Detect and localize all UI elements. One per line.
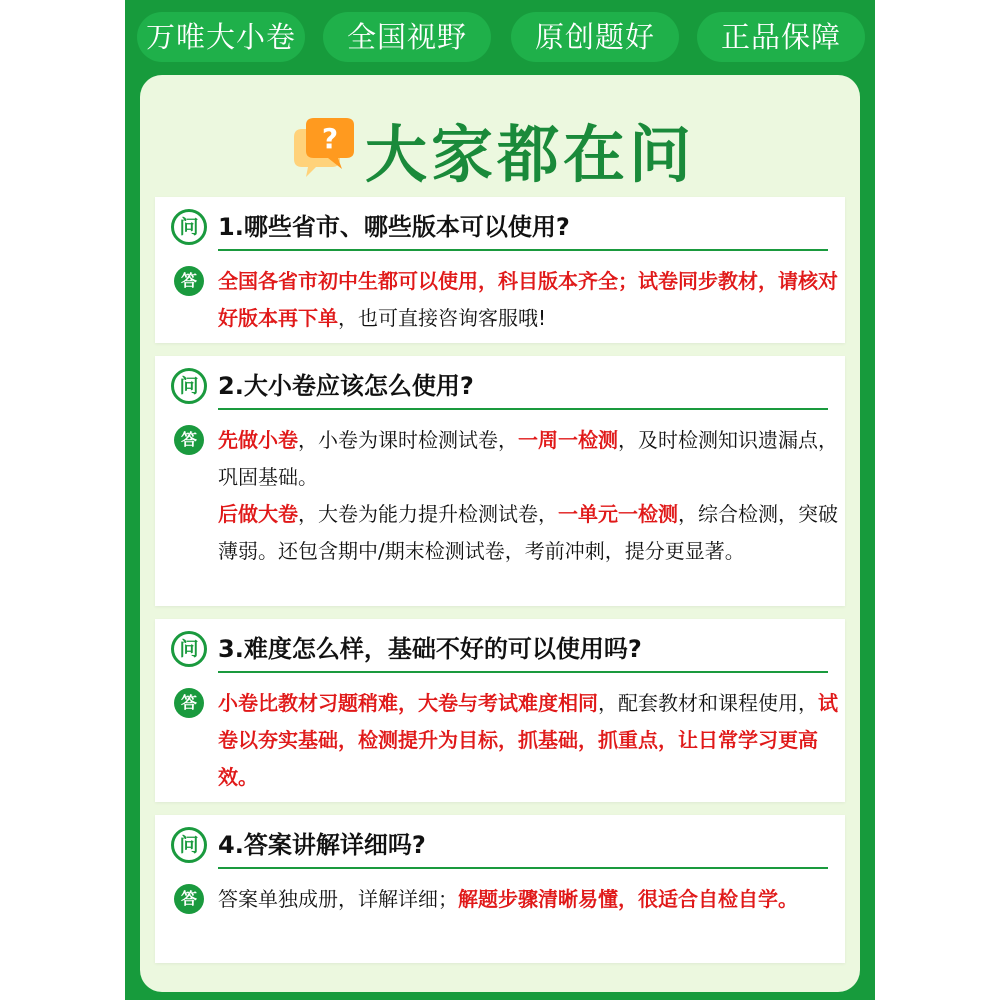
answer-text (218, 263, 838, 337)
answer-highlight: 一周一检测 (518, 428, 618, 452)
answer-highlight: 解题步骤清晰易懂，很适合自检自学。 (458, 887, 798, 911)
question-row (155, 823, 845, 867)
faq-card (155, 619, 845, 802)
question-text: 3.难度怎么样，基础不好的可以使用吗? (218, 635, 642, 663)
question-divider (218, 408, 828, 410)
answer-highlight: 试卷以夯实基础，检测提升为目标，抓基础，抓重点，让日常学习更高效。 (218, 691, 838, 789)
answer-segment: ，综合检测，突破薄弱。还包含期中/期末检测试卷，考前冲刺，提分更显著。 (218, 502, 838, 563)
question-badge: 问 (171, 827, 207, 863)
page-frame (125, 0, 875, 1000)
question-text: 4.答案讲解详细吗? (218, 831, 426, 859)
faq-panel (140, 75, 860, 992)
question-badge: 问 (171, 209, 207, 245)
question-text: 2.大小卷应该怎么使用? (218, 372, 474, 400)
tag-bar (125, 12, 875, 62)
faq-card (155, 815, 845, 963)
answer-segment: ，及时检测知识遗漏点，巩固基础。 (218, 428, 838, 489)
question-divider (218, 249, 828, 251)
answer-highlight: 一单元一检测 (558, 502, 678, 526)
answer-segment: ，大卷为能力提升检测试卷， (298, 502, 558, 526)
answer-highlight: 先做小卷 (218, 428, 298, 452)
answer-text (218, 881, 838, 918)
question-row (155, 627, 845, 671)
answer-segment: ，也可直接咨询客服哦! (338, 306, 547, 330)
answer-segment: ，配套教材和课程使用， (598, 691, 818, 715)
answer-highlight: 后做大卷 (218, 502, 298, 526)
question-text: 1.哪些省市、哪些版本可以使用? (218, 213, 570, 241)
answer-badge: 答 (174, 266, 204, 296)
answer-highlight: 全国各省市初中生都可以使用，科目版本齐全；试卷同步教材，请核对好版本再下单 (218, 269, 838, 330)
question-badge: 问 (171, 368, 207, 404)
svg-text:?: ? (321, 122, 339, 155)
faq-header (140, 105, 860, 205)
answer-segment: ，小卷为课时检测试卷， (298, 428, 518, 452)
question-row (155, 205, 845, 249)
answer-text (218, 422, 838, 570)
question-divider (218, 671, 828, 673)
answer-badge: 答 (174, 688, 204, 718)
question-divider (218, 867, 828, 869)
answer-highlight: 小卷比教材习题稍难，大卷与考试难度相同 (218, 691, 598, 715)
answer-badge: 答 (174, 884, 204, 914)
question-row (155, 364, 845, 408)
answer-badge: 答 (174, 425, 204, 455)
question-bubble-icon (288, 115, 358, 185)
tag-pill: 原创题好 (511, 12, 679, 62)
tag-pill: 全国视野 (323, 12, 491, 62)
page-title: 大家都在问 (365, 118, 696, 191)
answer-segment: 答案单独成册，详解详细； (218, 887, 458, 911)
tag-pill: 正品保障 (697, 12, 865, 62)
faq-card (155, 197, 845, 343)
question-badge: 问 (171, 631, 207, 667)
faq-card (155, 356, 845, 606)
tag-pill: 万唯大小卷 (137, 12, 305, 62)
answer-text (218, 685, 838, 796)
